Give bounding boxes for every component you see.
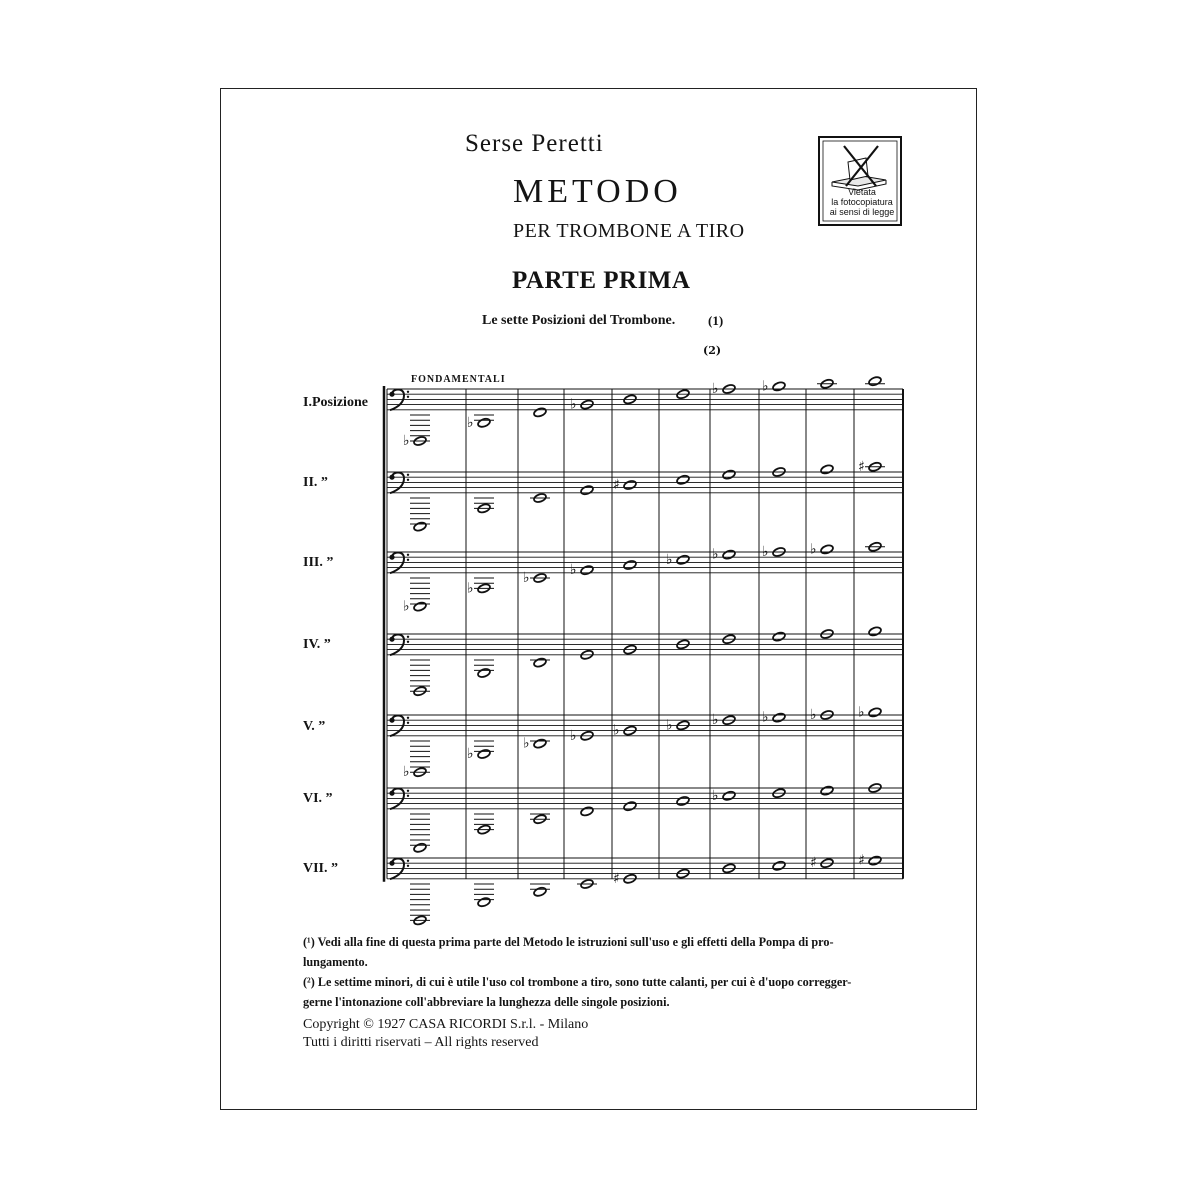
- whole-note: [580, 565, 594, 576]
- flat-icon: ♭: [810, 707, 817, 723]
- whole-note: [868, 376, 882, 387]
- position-label: VI. ”: [303, 791, 333, 806]
- whole-note: [676, 474, 690, 485]
- sharp-icon: ♯: [858, 458, 865, 475]
- whole-note: [722, 469, 736, 480]
- flat-icon: ♭: [858, 704, 865, 721]
- whole-note: [413, 601, 427, 612]
- section-footnote-ref: (1): [708, 313, 724, 328]
- footnote-1-line-2: lungamento.: [303, 955, 368, 969]
- position-label: I.Posizione: [303, 395, 368, 410]
- bass-clef-dot: [407, 790, 409, 792]
- flat-icon: ♭: [570, 562, 577, 579]
- whole-note: [477, 897, 491, 908]
- position-label: IV. ”: [303, 637, 331, 652]
- whole-note: [533, 738, 547, 749]
- whole-note: [868, 707, 882, 718]
- flat-icon: ♭: [467, 746, 474, 762]
- whole-note: [623, 559, 637, 570]
- whole-note: [580, 485, 594, 496]
- bass-clef-dot: [407, 554, 409, 556]
- part-heading: PARTE PRIMA: [512, 267, 691, 294]
- whole-note: [413, 842, 427, 853]
- bass-clef-dot: [407, 396, 409, 398]
- whole-note: [580, 806, 594, 817]
- flat-icon: ♭: [523, 735, 530, 752]
- bass-clef-dot: [407, 717, 409, 719]
- whole-note: [820, 544, 834, 555]
- flat-icon: ♭: [712, 381, 719, 397]
- flat-icon: ♭: [810, 541, 817, 558]
- stamp-caption-line: Vietata: [848, 187, 876, 197]
- bass-clef-dot: [407, 474, 409, 476]
- section-heading: Le sette Posizioni del Trombone.: [482, 313, 676, 328]
- flat-icon: ♭: [712, 787, 719, 804]
- sharp-icon: ♯: [810, 855, 817, 872]
- whole-note: [623, 801, 637, 812]
- footnote-1-line-1: (¹) Vedi alla fine di questa prima parte del Metodo le istruzioni sull'uso e gli effetti della Pompa di pro-: [303, 935, 834, 949]
- flat-icon: ♭: [467, 414, 474, 431]
- flat-icon: ♭: [613, 722, 620, 739]
- footnote-2-line-2: gerne l'intonazione coll'abbreviare la lunghezza delle singole posizioni.: [303, 995, 670, 1009]
- flat-icon: ♭: [403, 598, 410, 615]
- copyright-line-1: Copyright © 1927 CASA RICORDI S.r.l. - Milano: [303, 1017, 589, 1032]
- bass-clef-dot: [407, 479, 409, 481]
- flat-icon: ♭: [666, 717, 673, 734]
- sharp-icon: ♯: [613, 477, 620, 493]
- whole-note: [772, 860, 786, 871]
- bass-clef-dot: [407, 391, 409, 393]
- flat-icon: ♭: [712, 712, 719, 729]
- flat-icon: ♭: [523, 570, 530, 586]
- flat-icon: ♭: [467, 580, 474, 597]
- flat-icon: ♭: [666, 551, 673, 568]
- whole-note: [413, 521, 427, 532]
- page-title: METODO: [513, 173, 682, 210]
- whole-note: [722, 549, 736, 560]
- sharp-icon: ♯: [858, 852, 865, 869]
- position-label: VII. ”: [303, 861, 339, 876]
- bass-clef-dot: [407, 865, 409, 867]
- bass-clef-dot: [407, 636, 409, 638]
- flat-icon: ♭: [403, 433, 410, 449]
- whole-note: [676, 795, 690, 806]
- whole-note: [820, 785, 834, 796]
- flat-icon: ♭: [762, 378, 769, 395]
- flat-icon: ♭: [403, 764, 410, 781]
- footnote-2-line-1: (²) Le settime minori, di cui è utile l'uso col trombone a tiro, sono tutte calanti, per cui è d'uopo corregger-: [303, 975, 852, 989]
- bass-clef-dot: [407, 722, 409, 724]
- fundamentals-label: FONDAMENTALI: [411, 374, 506, 385]
- sharp-icon: ♯: [613, 870, 620, 887]
- whole-note: [676, 554, 690, 565]
- position-label: II. ”: [303, 475, 328, 490]
- whole-note: [477, 667, 491, 678]
- bass-clef-dot: [407, 641, 409, 643]
- whole-note: [868, 855, 882, 866]
- stamp-caption-line: ai sensi di legge: [829, 207, 895, 217]
- bass-clef-dot: [407, 860, 409, 862]
- flat-icon: ♭: [762, 709, 769, 726]
- flat-icon: ♭: [570, 396, 577, 413]
- whole-note: [623, 479, 637, 490]
- flat-icon: ♭: [570, 727, 577, 744]
- whole-note: [868, 626, 882, 637]
- whole-note: [533, 657, 547, 668]
- flat-icon: ♭: [762, 544, 769, 560]
- whole-note: [772, 631, 786, 642]
- copyright-line-2: Tutti i diritti riservati – All rights reserved: [303, 1035, 539, 1050]
- flat-icon: ♭: [712, 546, 719, 563]
- bass-clef-dot: [407, 795, 409, 797]
- whole-note: [477, 417, 491, 428]
- whole-note: [772, 712, 786, 723]
- footnote-ref-2: (2): [703, 344, 722, 357]
- whole-note: [772, 381, 786, 392]
- page-subtitle: PER TROMBONE A TIRO: [513, 220, 745, 242]
- whole-note: [722, 790, 736, 801]
- author-name: Serse Peretti: [465, 130, 604, 157]
- whole-note: [533, 407, 547, 418]
- position-label: V. ”: [303, 719, 326, 734]
- whole-note: [533, 886, 547, 897]
- stamp-caption-line: la fotocopiatura: [831, 197, 893, 207]
- whole-note: [477, 748, 491, 759]
- position-label: III. ”: [303, 555, 334, 570]
- bass-clef-dot: [407, 559, 409, 561]
- whole-note: [820, 464, 834, 475]
